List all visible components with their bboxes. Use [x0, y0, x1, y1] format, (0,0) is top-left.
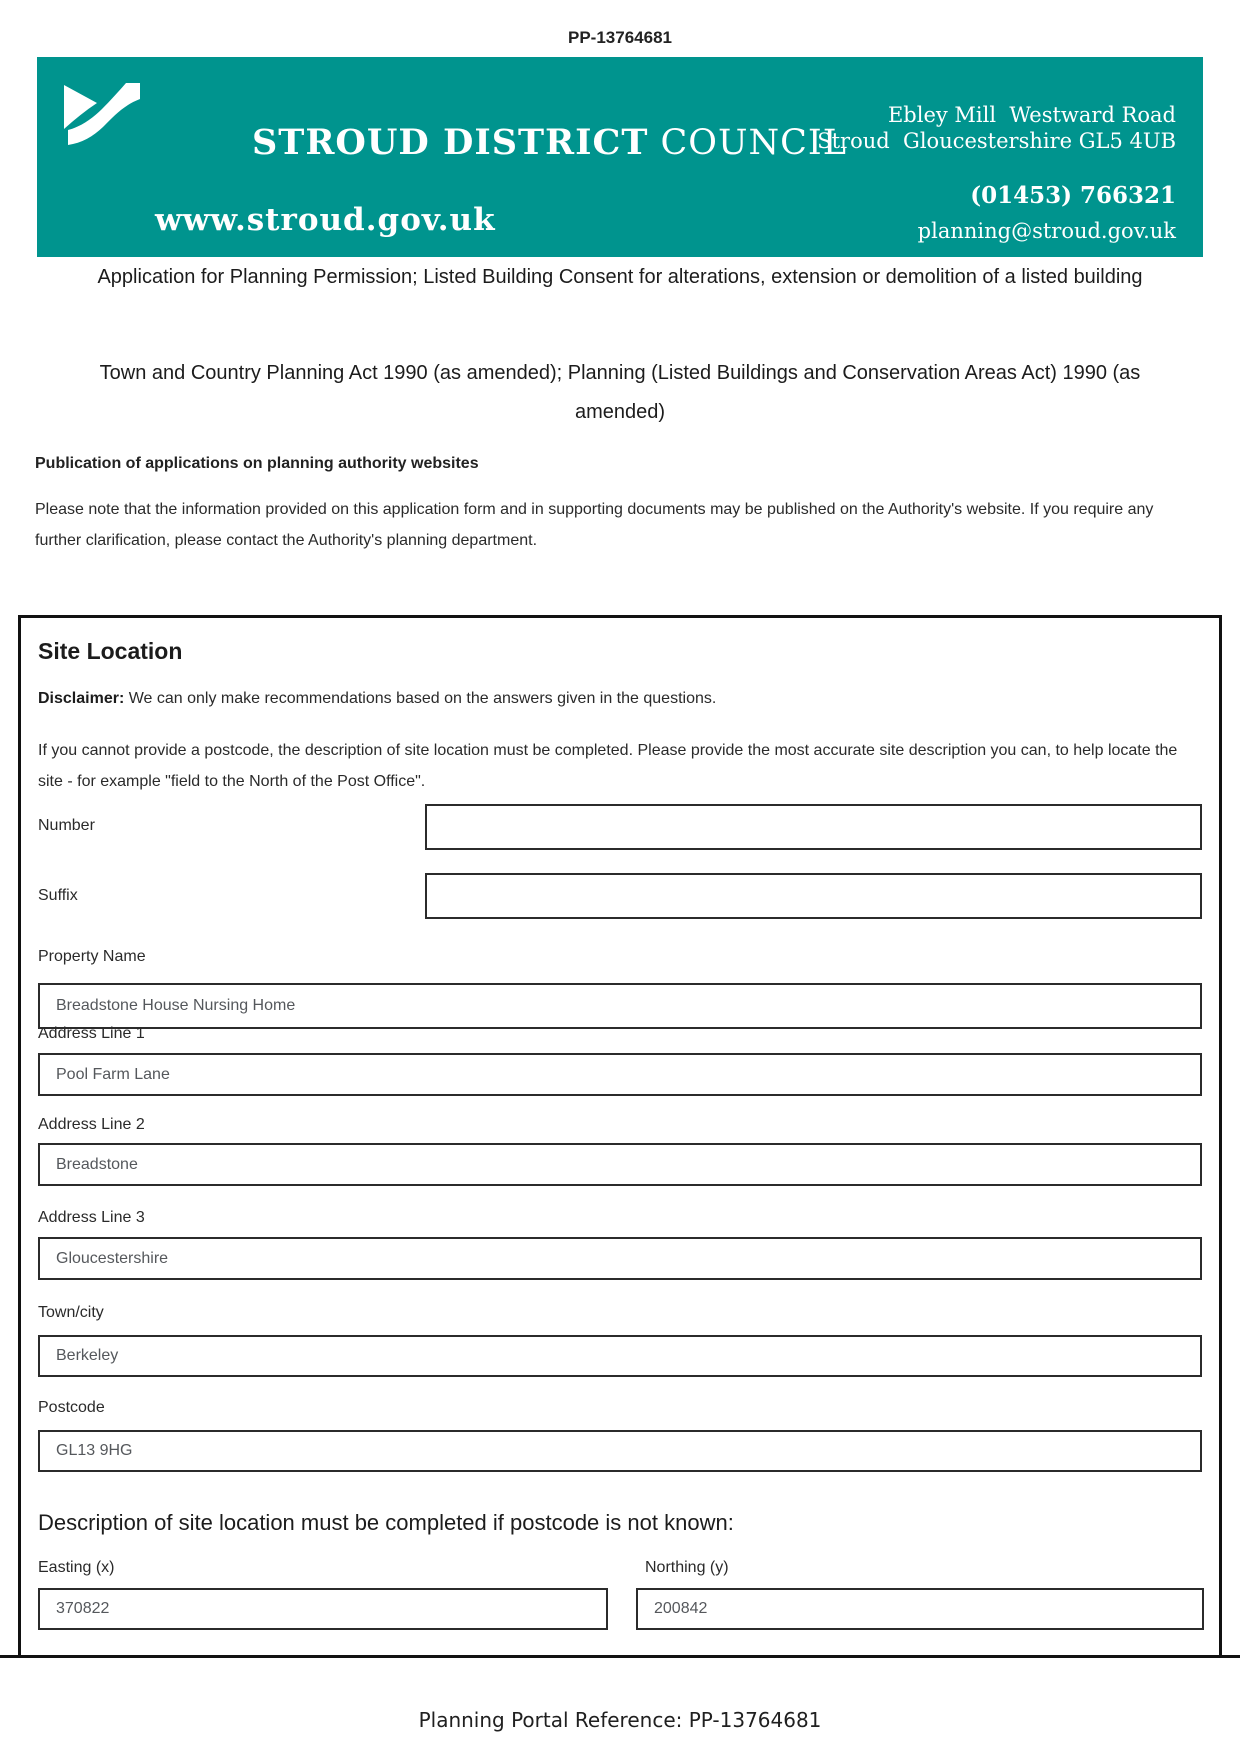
council-name-light: COUNCIL	[648, 123, 847, 163]
suffix-input[interactable]	[425, 873, 1202, 919]
northing-input[interactable]	[636, 1588, 1204, 1630]
number-input[interactable]	[425, 804, 1202, 850]
address-line-2-input[interactable]	[38, 1143, 1202, 1186]
property-name-label: Property Name	[38, 948, 146, 965]
disclaimer-label: Disclaimer:	[38, 690, 125, 707]
council-address-line2: Stroud Gloucestershire GL5 4UB	[817, 129, 1176, 153]
disclaimer-text	[38, 690, 716, 708]
application-title: Application for Planning Permission; Listed Building Consent for alterations, extension or demolition of a listed building	[97, 266, 1143, 288]
easting-label: Easting (x)	[38, 1559, 115, 1576]
council-name	[155, 90, 847, 196]
stroud-council-logo-icon	[64, 83, 140, 151]
council-email: planning@stroud.gov.uk	[917, 219, 1176, 243]
property-name-input[interactable]	[38, 983, 1202, 1029]
council-name-strong: STROUD DISTRICT	[252, 122, 649, 163]
council-contact-block	[817, 102, 1176, 244]
council-website: www.stroud.gov.uk	[155, 202, 496, 238]
council-brand-block	[155, 90, 847, 236]
suffix-label: Suffix	[38, 887, 78, 904]
postcode-input[interactable]	[38, 1430, 1202, 1472]
town-city-label: Town/city	[38, 1304, 104, 1321]
address-line-1-input[interactable]	[38, 1053, 1202, 1096]
town-city-input[interactable]	[38, 1335, 1202, 1377]
page-header-reference: PP-13764681	[568, 28, 672, 47]
publication-heading: Publication of applications on planning authority websites	[35, 455, 479, 472]
address-line-3-label: Address Line 3	[38, 1209, 145, 1226]
council-banner	[37, 57, 1203, 257]
postcode-label: Postcode	[38, 1399, 105, 1416]
address-line-1-label: Address Line 1	[38, 1025, 145, 1042]
council-address-line1: Ebley Mill Westward Road	[887, 103, 1176, 127]
publication-note: Please note that the information provided on this application form and in supporting documents may be published on the Authority's website. If you require any further clarification, please contact the Authority's planning department.	[35, 501, 1154, 549]
planning-portal-reference: Planning Portal Reference: PP-13764681	[418, 1708, 822, 1732]
footer-divider	[0, 1655, 1240, 1658]
legislation-subtitle: Town and Country Planning Act 1990 (as amended); Planning (Listed Buildings and Conservation Areas Act) 1990 (as amended)	[99, 362, 1141, 423]
council-phone: (01453) 766321	[970, 182, 1176, 209]
section-title: Site Location	[38, 638, 183, 664]
site-description-heading: Description of site location must be completed if postcode is not known:	[38, 1510, 734, 1535]
postcode-guidance-text: If you cannot provide a postcode, the description of site location must be completed. Please provide the most accurate site description you can, to help locate the site - for example "field to the North of the Post Office".	[38, 742, 1178, 790]
site-location-section	[18, 615, 1222, 1655]
easting-input[interactable]	[38, 1588, 608, 1630]
disclaimer-body: We can only make recommendations based on the answers given in the questions.	[124, 690, 717, 707]
address-line-2-label: Address Line 2	[38, 1116, 145, 1133]
number-label: Number	[38, 817, 95, 834]
northing-label: Northing (y)	[645, 1559, 729, 1576]
address-line-3-input[interactable]	[38, 1237, 1202, 1280]
